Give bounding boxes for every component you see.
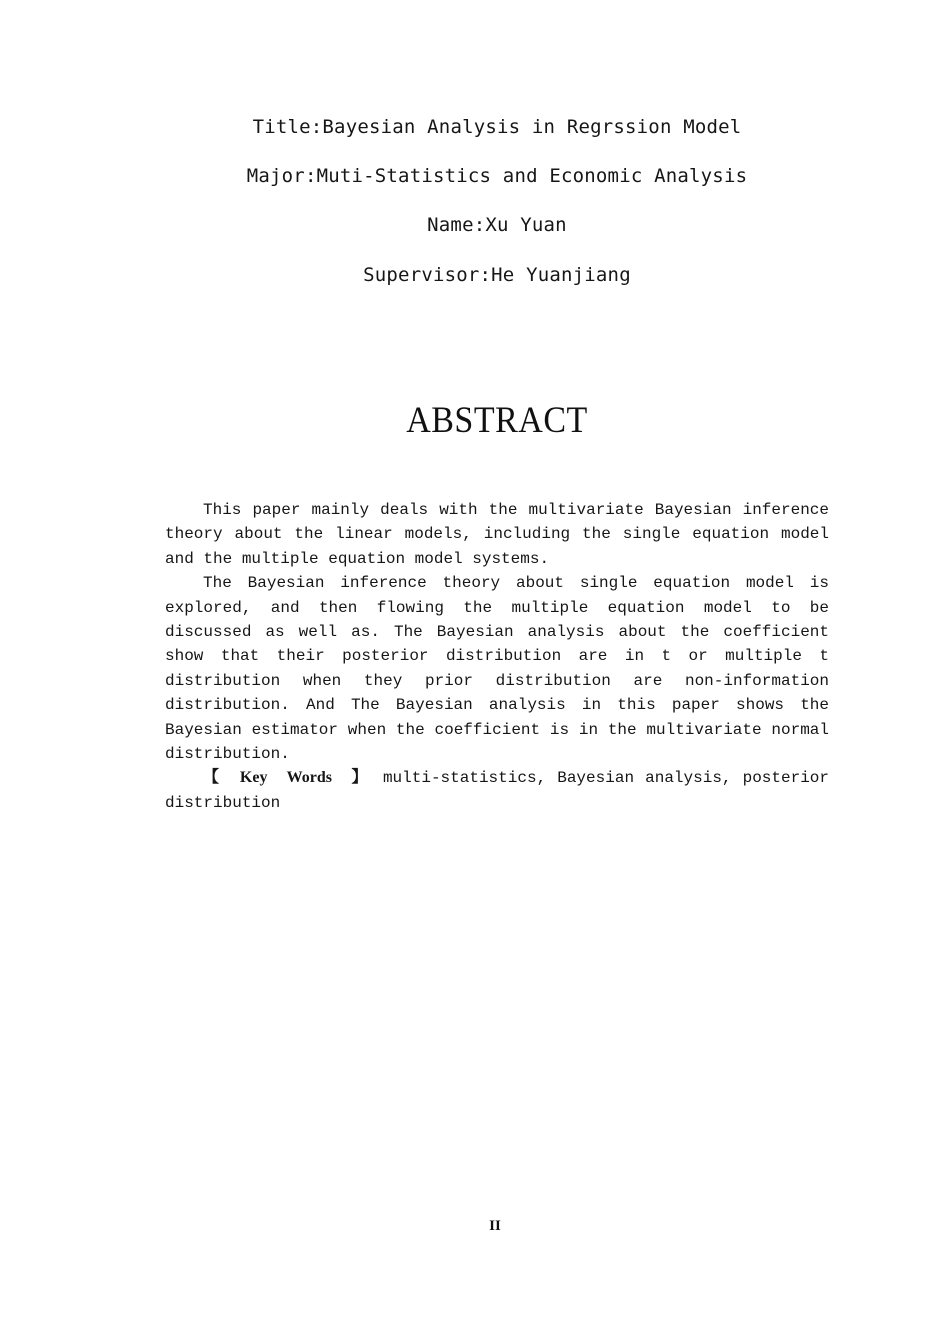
abstract-body	[165, 498, 829, 815]
thesis-author-line: Name:Xu Yuan	[427, 214, 567, 236]
abstract-heading: ABSTRACT	[406, 400, 588, 441]
page-number: II	[489, 1218, 501, 1234]
keywords-paragraph	[165, 766, 829, 815]
keywords-value: multi-statistics, Bayesian analysis, posterior distribution	[165, 769, 830, 812]
thesis-supervisor-line: Supervisor:He Yuanjiang	[363, 264, 631, 286]
thesis-title-line: Title:Bayesian Analysis in Regrssion Model	[252, 116, 742, 138]
thesis-major-line: Major:Muti-Statistics and Economic Analysis	[246, 165, 748, 187]
abstract-paragraph: The Bayesian inference theory about single equation model is explored, and then flowing the multiple equation model to be discussed as well as. The Bayesian analysis about the coefficient show that their posterior distribution are in t or multiple t distribution when they prior distribution are non-information distribution. And The Bayesian analysis in this paper shows the Bayesian estimator when the coefficient is in the multivariate normal distribution.	[165, 574, 829, 764]
abstract-paragraph: This paper mainly deals with the multivariate Bayesian inference theory about the linear models, including the single equation model and the multiple equation model systems.	[165, 501, 829, 568]
keywords-label: 【 Key Words 】	[203, 769, 369, 787]
